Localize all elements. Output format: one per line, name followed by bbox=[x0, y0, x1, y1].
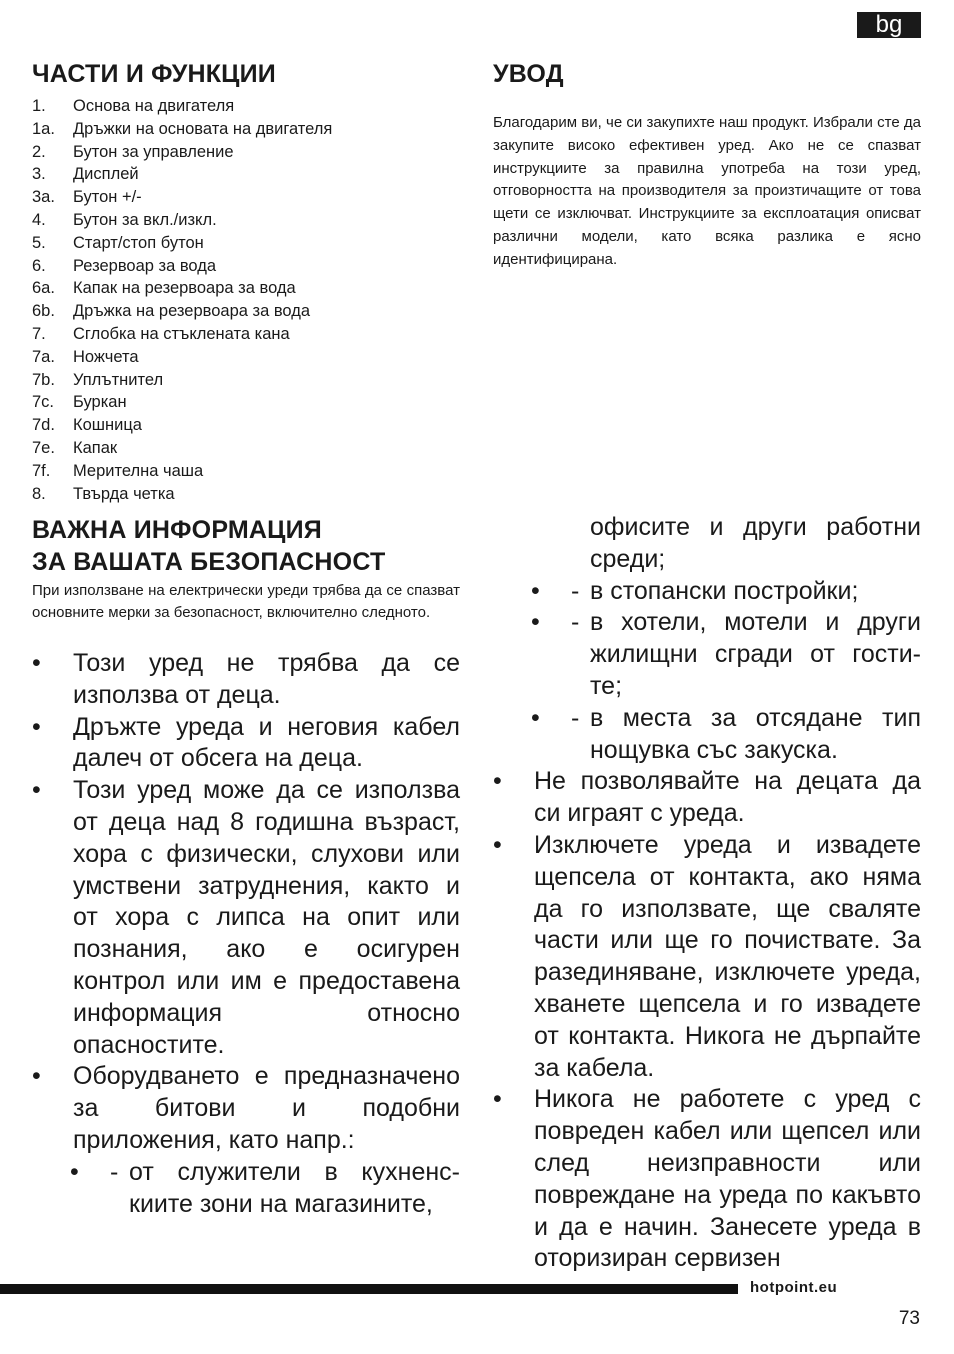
parts-list bbox=[32, 95, 452, 505]
sub-list-item: • - от служители в кухненс-киите зони на магазините, bbox=[70, 1157, 460, 1218]
safety-heading-line-1: ВАЖНА ИНФОРМАЦИЯ bbox=[32, 516, 322, 544]
list-item: 4. Бутон за вкл./изкл. bbox=[32, 210, 217, 229]
brand-logo: hotpoint.eu bbox=[750, 1279, 838, 1296]
intro-heading: УВОД bbox=[493, 60, 564, 88]
sub-list-item: • - в хотели, мотели и други жилищни сгради от гости-те; bbox=[531, 608, 921, 700]
list-item: • Изключете уреда и извадете щепсела от контакта, ако няма да го използвате, ще сваляте части или ще го почиствате. За разединяване, изключете уреда, хванете щепсела и го извадете от контакта. Никога не дърпайте за кабела. bbox=[493, 830, 921, 1082]
safety-list-left bbox=[32, 648, 460, 1220]
dash-marker: - bbox=[571, 703, 580, 732]
list-item: 3. Дисплей bbox=[32, 165, 139, 184]
list-item: • Оборудването е предназначено за битови и подобни приложения, като напр.: bbox=[32, 1062, 460, 1154]
bullet-icon: • bbox=[493, 1085, 502, 1114]
sub-list-item-continued: офисите и други работни среди; bbox=[590, 513, 921, 573]
list-item: • Този уред не трябва да се използва от деца. bbox=[32, 649, 460, 709]
sub-list-item: • - в стопански постройки; bbox=[493, 576, 921, 608]
list-item: • Този уред може да се използва от деца над 8 годишна възраст, хора с физически, слухови или умствени затруднения, както и от хора с липса на опит или познания, ако е осигурен контрол или им е предоставена информация относно опасностите. bbox=[32, 776, 460, 1059]
sub-list-item: • - в места за отсядане тип нощувка със закуска. bbox=[531, 703, 921, 764]
list-item: 6a. Капак на резервоара за вода bbox=[32, 279, 296, 298]
list-item: 7f. Мерителна чаша bbox=[32, 461, 204, 480]
bullet-icon: • bbox=[32, 649, 41, 677]
bullet-icon: • bbox=[32, 1062, 41, 1091]
list-item: 6b. Дръжка на резервоара за вода bbox=[32, 302, 311, 321]
bullet-icon: • bbox=[32, 776, 41, 805]
list-item: 5. Старт/стоп бутон bbox=[32, 233, 204, 252]
footer-bar bbox=[0, 1284, 738, 1294]
bullet-icon: • bbox=[531, 703, 540, 732]
list-item: 7d. Кошница bbox=[32, 416, 142, 435]
list-item: 1a. Дръжки на основата на двигателя bbox=[32, 119, 333, 138]
bullet-icon: • bbox=[493, 767, 502, 796]
page-number: 73 bbox=[898, 1308, 920, 1329]
bullet-icon: • bbox=[493, 830, 502, 859]
list-item: 7. Сглобка на стъклената кана bbox=[32, 324, 290, 343]
list-item: 8. Твърда четка bbox=[32, 484, 175, 503]
list-item: 7b. Уплътнител bbox=[32, 370, 164, 389]
list-item: 7e. Капак bbox=[32, 438, 118, 457]
intro-paragraph: Благодарим ви, че си закупихте наш продукт. Избрали сте да закупите високо ефективен уред. Ако не се спазват инструкциите за правилна употреба на този уред, отговорността на производителя за произтичащите от това щети се изключват. Инструкциите за експлоатация описват различни модели, като всяка разлика е ясно идентифицирана. bbox=[493, 114, 921, 268]
language-badge: bg bbox=[857, 12, 921, 38]
list-item: • Дръжте уреда и неговия кабел далеч от обсега на деца. bbox=[32, 712, 460, 773]
list-item: • Никога не работете с уред с повреден кабел или щепсел или след неизправности или повреждане на уреда по какъвто и да е начин. Занесете уреда в оторизиран сервизен bbox=[493, 1085, 921, 1273]
list-item: 7a. Ножчета bbox=[32, 347, 139, 366]
list-item: 3a. Бутон +/- bbox=[32, 188, 142, 207]
bullet-icon: • bbox=[32, 712, 41, 741]
list-item: 1. Основа на двигателя bbox=[32, 97, 235, 115]
dash-marker: - bbox=[571, 576, 580, 605]
safety-intro-paragraph: При използване на електрически уреди трябва да се спазват основните мерки за безопасност, включително следното. bbox=[32, 582, 460, 621]
parts-heading: ЧАСТИ И ФУНКЦИИ bbox=[32, 60, 276, 88]
bullet-icon: • bbox=[531, 576, 540, 605]
dash-marker: - bbox=[571, 608, 580, 637]
bullet-icon: • bbox=[70, 1157, 79, 1186]
safety-heading-line-2: ЗА ВАШАТА БЕЗОПАСНОСТ bbox=[32, 548, 386, 576]
safety-list-right bbox=[493, 512, 921, 1275]
list-item: • Не позволявайте на децата да си играят с уреда. bbox=[493, 767, 921, 828]
dash-marker: - bbox=[110, 1157, 119, 1186]
list-item: 7c. Буркан bbox=[32, 393, 127, 412]
list-item: 6. Резервоар за вода bbox=[32, 256, 217, 275]
list-item: 2. Бутон за управление bbox=[32, 142, 234, 161]
bullet-icon: • bbox=[531, 608, 540, 637]
